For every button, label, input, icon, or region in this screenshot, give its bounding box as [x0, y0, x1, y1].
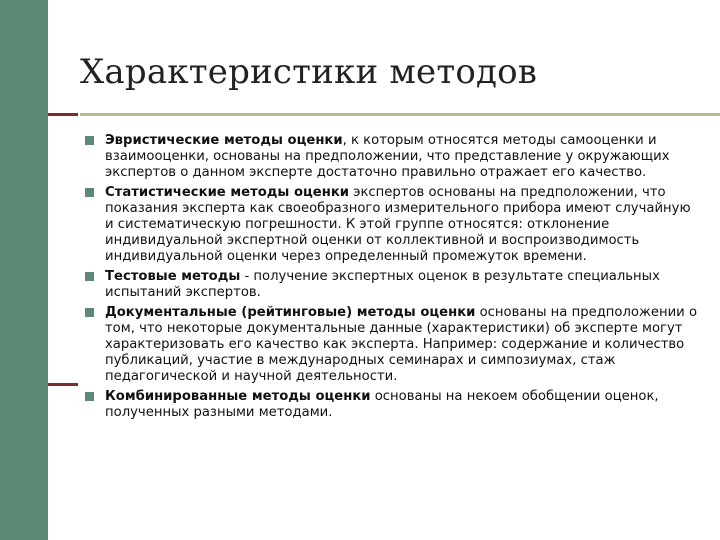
- list-item: [85, 305, 700, 385]
- item-text: - получение экспертных оценок в результате специальных испытаний экспертов.: [105, 269, 660, 300]
- sidebar-tick-bottom: [48, 383, 78, 386]
- item-text: экспертов основаны на предположении, что показания эксперта как своеобразного измерительного прибора имеют случайную и систематическую погрешности. К этой группе относятся: отклонение индивидуальной экспертной оценки от коллективной и воспроизводимость индивидуальной оценки через определенный промежуток времени.: [105, 185, 691, 264]
- square-bullet-icon: [85, 188, 94, 197]
- list-item: [85, 389, 700, 421]
- bullet-list: [85, 133, 700, 425]
- item-term: Статистические методы оценки: [105, 185, 350, 200]
- item-text: , к которым относятся методы самооценки и взаимооценки, основаны на предположении, что представление у окружающих экспертов о данном эксперте достаточно правильно отражает его качество.: [105, 133, 670, 180]
- square-bullet-icon: [85, 308, 94, 317]
- title-divider-end: [680, 113, 720, 116]
- list-item: [85, 185, 700, 265]
- item-term: Тестовые методы: [105, 269, 241, 284]
- list-item: [85, 269, 700, 301]
- item-text: основаны на предположении о том, что некоторые документальные данные (характеристики) об эксперте могут характеризовать его качество как эксперта. Например: содержание и количество публикаций, участие в международных семинарах и симпозиумах, стаж педагогической и научной деятельности.: [105, 305, 698, 384]
- square-bullet-icon: [85, 272, 94, 281]
- item-term: Комбинированные методы оценки: [105, 389, 371, 404]
- item-term: Документальные (рейтинговые) методы оценки: [105, 305, 476, 320]
- square-bullet-icon: [85, 136, 94, 145]
- sidebar-tick-top: [48, 113, 78, 116]
- item-term: Эвристические методы оценки: [105, 133, 343, 148]
- slide-title: Характеристики методов: [80, 52, 538, 92]
- title-divider: [80, 113, 683, 116]
- square-bullet-icon: [85, 392, 94, 401]
- sidebar-band: [0, 0, 48, 540]
- list-item: [85, 133, 700, 181]
- item-text: основаны на некоем обобщении оценок, полученных разными методами.: [105, 389, 659, 420]
